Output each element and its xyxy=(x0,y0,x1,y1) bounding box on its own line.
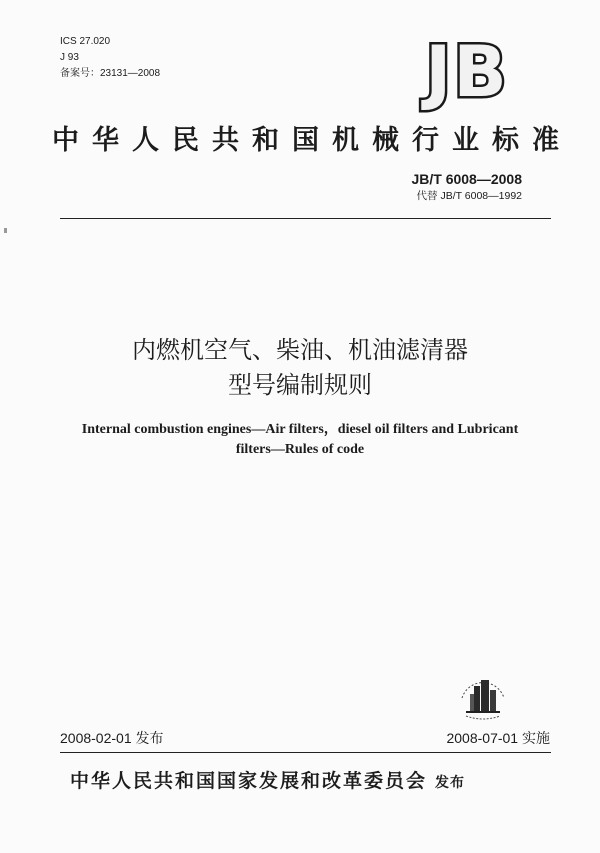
issuer-line xyxy=(70,766,465,793)
issuer-name: 中华人民共和国国家发展和改革委员会 xyxy=(70,770,428,792)
effective-date: 2008-07-01 实施 xyxy=(446,730,550,746)
header-meta xyxy=(60,34,160,82)
filing-number: 备案号：23131—2008 xyxy=(60,68,161,79)
ics-code: ICS 27.020 xyxy=(60,36,111,47)
publisher-seal-icon xyxy=(452,668,514,724)
title-en-line2: filters—Rules of code xyxy=(235,442,365,457)
jb-logo xyxy=(408,31,526,113)
ministry-title: 中华人民共和国机械行业标准 xyxy=(52,125,572,156)
top-divider xyxy=(60,218,551,219)
standard-number: JB/T 6008—2008 xyxy=(411,171,522,187)
class-code: J 93 xyxy=(60,52,79,63)
title-en-line1: Internal combustion engines—Air filters，diesel oil filters and Lubricant xyxy=(81,422,519,437)
publish-date: 2008-02-01 发布 xyxy=(60,730,164,746)
title-cn-line2: 型号编制规则 xyxy=(228,371,372,399)
issuer-suffix: 发布 xyxy=(435,775,466,791)
scan-speck xyxy=(4,228,7,233)
replaces-standard: 代替 JB/T 6008—1992 xyxy=(416,190,522,202)
jb-logo-text: JB xyxy=(425,31,509,113)
bottom-divider xyxy=(60,752,551,753)
standard-number-block xyxy=(411,170,522,204)
title-cn-line1: 内燃机空气、柴油、机油滤清器 xyxy=(132,336,468,364)
